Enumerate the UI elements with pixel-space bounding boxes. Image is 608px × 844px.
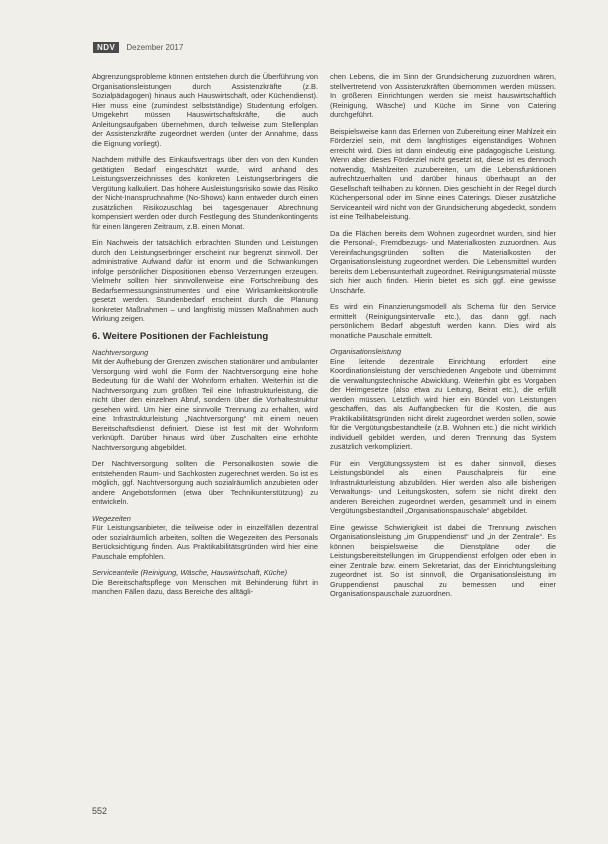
paragraph: Der Nachtversorgung sollten die Personalkosten sowie die entstehenden Raum- und Sachkosten zugerechnet werden. So ist es möglich, ggf. Nachtversorgung auch sozialräumlich anzubieten oder andere Angebotsformen (etwa über Technikunterstützung) zu entwickeln. xyxy=(92,459,318,506)
paragraph: Da die Flächen bereits dem Wohnen zugeordnet wurden, sind hier die Personal-, Fremdbezugs- und Materialkosten zuzuordnen. Aus Vereinfachungsgründen sollten die Materialkosten der Organisationsleistung zugeordnet werden. Die Lebensmittel wurden bereits dem Lebensunterhalt zugeordnet. Reinigungsmaterial müsste sich hier auch finden. Hierin bietet es sich ggf. eine gewisse Unschärfe. xyxy=(330,228,556,295)
paragraph: Mit der Aufhebung der Grenzen zwischen stationärer und ambulanter Versorgung wird wohl die Form der Nachtversorgung eine hohe Bedeutung für die Wahl der Wohnform erhalten. Weiterhin ist die Nachtversorgung zum größten Teil eine Infrastrukturleistung, die nicht über den einzelnen Abruf, sondern über die Vorhaltestruktur gesehen wird. Um hier eine sinnvolle Trennung zu erhalten, wird eine Infrastrukturleistung „Nachtversorgung“ mit einem neuen Bereitschaftsdienst definiert. Diese ist fest mit der Wohnform verknüpft. Darüber hinaus wird über Zuschalten eine erhöhte Nachtversorgung abgebildet. xyxy=(92,357,318,452)
paragraph: Es wird ein Finanzierungsmodell als Schema für den Service ermittelt (Reinigungsintervalle etc.), das dann ggf. nach persönlichem Bedarf abgestuft werden kann. Dies wird als monatliche Pauschale ermittelt. xyxy=(330,302,556,340)
subheading-way: Wegezeiten xyxy=(92,513,131,523)
issue-date: Dezember 2017 xyxy=(126,42,184,52)
right-column xyxy=(330,72,556,606)
paragraph: Für ein Vergütungssystem ist es daher sinnvoll, dieses Leistungsbündel als einen Pauschalpreis für eine Infrastrukturleistung abzubilden. Hier werden also alle bisherigen Verwaltungs- und Leitungskosten, sofern sie nicht direkt den anderen Bereichen zugeordnet werden, gesammelt und in einem Vergütungsbestandteil „Organisationspauschale“ abgebildet. xyxy=(330,458,556,515)
paragraph: Abgrenzungsprobleme können entstehen durch die Überführung von Organisationsleistungen durch Assistenzkräfte (z.B. Sozialpädagogen) hinaus auch Hauswirtschaft, oder Küchendienst). Hier muss eine (zumindest selbstständige) Studentung erfolgen. Umgekehrt müssen Hauswirtschaftskräfte, die auch Anleitungsaufgaben übernehmen, durch teilweise zum Stellenplan der Assistenzkräfte zugeordnet werden (unter der Annahme, dass die Eignung vorliegt). xyxy=(92,72,318,148)
journal-logo: NDV xyxy=(93,42,119,53)
subheading-organisation: Organisationsleistung xyxy=(330,347,402,356)
paragraph: Für Leistungsanbieter, die teilweise oder in einzelfällen dezentral oder sozialräumlich arbeiten, sollten die Wegezeiten des Personals Berücksichtigung finden. Aus Praktikabilitätsgründen wird hier eine Pauschale empfohlen. xyxy=(92,523,318,561)
paragraph: chen Lebens, die im Sinn der Grundsicherung zuzuordnen wären, stellvertretend von Assistenzkräften übernommen werden müssen. In größeren Einrichtungen werden sie meist hauswirtschaftlich (Reinigung, Wäsche) und Küche im Sinne von Catering durchgeführt. xyxy=(330,72,556,119)
paragraph: Eine leitende dezentrale Einrichtung erfordert eine Koordinationsleistung der verschiedenen Angebote und übernimmt die verwaltungstechnische Abwicklung. Weiterhin gibt es Vorgaben der Heimgesetze (also etwa zu Leitung, Beirat etc.), die erfüllt werden müssen. Letztlich wird hier ein Bündel von Leistungen geschaffen, das als Auffangbecken für die Kosten, die aus Praktikabilitätsgründen nicht direkt zugeordnet werden sollen, sowie für die Vergütungsbestandteile (z.B. Wohnen etc.) die nicht wirklich individuell gebildet werden, und deren Trennung das System zusätzlich verkompliziert. xyxy=(330,356,556,451)
paragraph: Die Bereitschaftspflege von Menschen mit Behinderung führt in manchen Fällen dazu, dass Bereiche des alltägli- xyxy=(92,577,318,596)
section-title: 6. Weitere Positionen der Fachleistung xyxy=(92,330,269,342)
paragraph: Beispielsweise kann das Erlernen von Zubereitung einer Mahlzeit ein Förderziel sein, mit dem langfristiges eigenständiges Wohnen erreicht wird. Dies ist dann eindeutig eine pädagogische Leistung. Wenn aber dieses Förderziel nicht gesetzt ist, diese ist es dennoch notwendig, Mahlzeiten zuzubereiten, um die Lebensfunktionen aufrechtzuerhalten und darüber hinaus überhaupt an der Gesellschaft teilhaben zu können. Dies geschieht in der Regel durch Küchenpersonal oder im Sinne eines Caterings. Dieser zusätzliche Serviceanteil wird nicht von der Grundsicherung abgedeckt, sondern ist eine Teilhabeleistung. xyxy=(330,126,556,221)
running-header xyxy=(93,41,543,53)
subheading-service: Serviceanteile (Reinigung, Wäsche, Hauswirtschaft, Küche) xyxy=(92,568,288,577)
paragraph: Ein Nachweis der tatsächlich erbrachten Stunden und Leistungen durch den Leistungserbringer erscheint nur begrenzt sinnvoll. Der administrative Aufwand dafür ist enorm und die Schwankungen infolge persönlicher Dispositionen ebenso Verzerrungen erzeugen. Vielmehr sollten hier sinnvollerweise eine Fortschreibung des Bedarfsermessungsinstrumentes und eine Wirksamkeitskontrolle gesetzt werden. Stundenbedarf erscheint durch die Planung konkreter Maßnahmen – und langfristig müssen Maßnahmen auch Wirkung zeigen. xyxy=(92,238,318,323)
page-number: 552 xyxy=(92,806,108,816)
left-column xyxy=(92,72,318,604)
subheading-night: Nachtversorgung xyxy=(92,347,149,357)
paragraph: Eine gewisse Schwierigkeit ist dabei die Trennung zwischen Organisationsleistung „im Gruppendienst“ und „in der Zentrale“. Es können beispielsweise die Dienstpläne oder die Leistungsbereitstellungen im Gruppendienst erfolgen oder eben in einer Zentrale bzw. einem Sekretariat, das der Einrichtungsleitung zugeordnet ist. So ist sinnvoll, die Organisationsleistung im Gruppendienst pauschal zu bemessen und einer Organisationspauschale zuzuordnen. xyxy=(330,522,556,598)
paragraph: Nachdem mithilfe des Einkaufsvertrags über den von den Kunden getätigten Bedarf eingeschätzt wurde, wird anhand des Leistungsverzeichnisses des konkreten Leistungserbringers die Vergütung kalkuliert. Das höhere Ausleistungsrisiko sowie das Risiko der Nicht-Inanspruchnahme (No-Shows) kann entweder durch einen zusätzlichen Risikozuschlag bei tagesgenauer Abrechnung kompensiert werden oder durch Festlegung des Stundenkontingents für einen längeren Zeitraum, z.B. einen Monat. xyxy=(92,155,318,231)
